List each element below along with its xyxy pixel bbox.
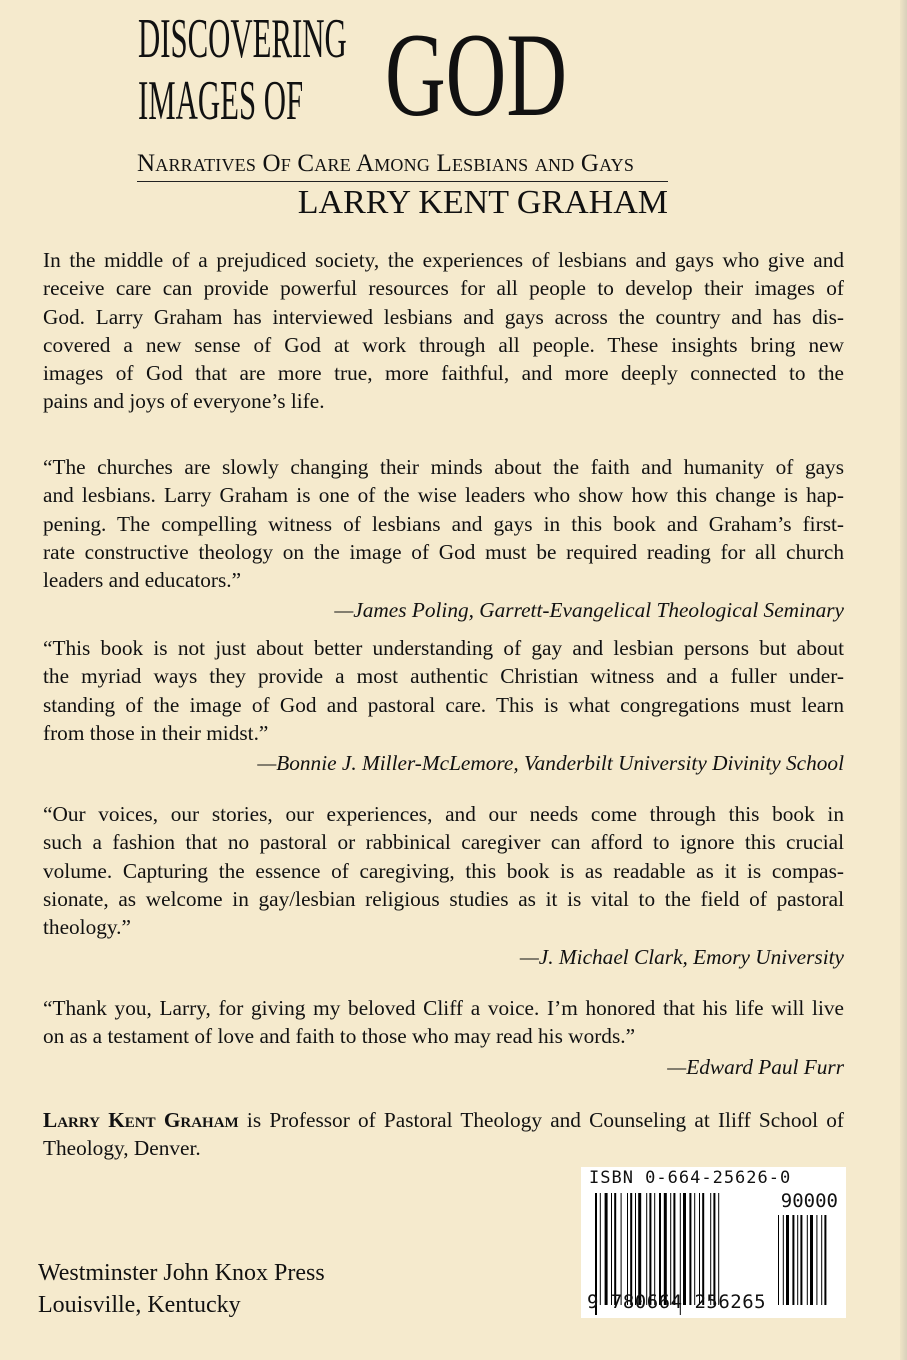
price-code: 90000 — [780, 1190, 838, 1212]
addon-bar — [810, 1215, 813, 1305]
publisher-name: Westminster John Knox Press — [38, 1260, 325, 1286]
subtitle: Narratives Of Care Among Lesbians and Gays — [137, 150, 635, 177]
quote-line: from those in their midst.” — [43, 720, 269, 745]
quote-line: “This book is not just about better understanding of gay and lesbian persons but about — [43, 636, 844, 660]
barcode-bar — [614, 1193, 616, 1305]
description-line: receive care can provide powerful resources for all people to develop their images of — [43, 276, 844, 301]
quote-line: pening. The compelling witness of lesbians and gays in this book and Graham’s first- — [43, 511, 844, 536]
addon-bar — [800, 1215, 802, 1305]
barcode-bar — [713, 1193, 715, 1305]
quote-attribution: —James Poling, Garrett-Evangelical Theological Seminary — [334, 598, 844, 623]
bio-author-name: Larry Kent Graham — [43, 1108, 239, 1132]
barcode-bar — [699, 1193, 700, 1305]
quote-line: theology.” — [43, 915, 131, 940]
title-divider — [137, 181, 668, 182]
barcode-bar — [718, 1193, 719, 1305]
addon-bar — [792, 1215, 794, 1305]
bio-line: Theology, Denver. — [43, 1136, 201, 1161]
quote-line: the myriad ways they provide a most authentic Christian witness and a fuller under- — [43, 664, 844, 689]
publisher-block — [38, 1257, 325, 1321]
title-line-1: DISCOVERING — [138, 8, 347, 70]
barcode-bar — [654, 1193, 655, 1305]
endorsement-clark — [43, 800, 844, 972]
quote-attribution: —J. Michael Clark, Emory University — [519, 945, 844, 970]
addon-bar — [807, 1215, 808, 1305]
quote-line: and lesbians. Larry Graham is one of the wise leaders who show how this change is hap- — [43, 483, 844, 508]
quote-attribution: —Edward Paul Furr — [667, 1054, 844, 1079]
barcode-bar — [670, 1193, 671, 1305]
quote-line: standing of the image of God and pastoral care. This is what congregations must learn — [43, 692, 844, 717]
barcode-bar — [627, 1193, 628, 1305]
addon-bar — [786, 1215, 789, 1305]
barcode-bar — [630, 1193, 632, 1305]
quote-line: on as a testament of love and faith to those who may read his words.” — [43, 1024, 636, 1049]
ean-number: 9 780664 256265 — [587, 1291, 767, 1313]
endorsement-miller-mclemore — [43, 634, 844, 777]
title-big-word: GOD — [385, 8, 567, 141]
addon-bar — [821, 1215, 822, 1305]
quote-line: rate constructive theology on the image of God must be required reading for all church — [43, 539, 844, 564]
isbn-barcode — [581, 1167, 846, 1318]
barcode-bar — [649, 1193, 651, 1305]
description-line: covered a new sense of God at work through all people. These insights bring new — [43, 332, 844, 357]
description-line: In the middle of a prejudiced society, the experiences of lesbians and gays who give and — [43, 248, 844, 272]
isbn-text: ISBN 0-664-25626-0 — [589, 1168, 792, 1188]
bio-text: is Professor of Pastoral Theology and Counseling at Iliff School of — [238, 1108, 844, 1132]
description-line: pains and joys of everyone’s life. — [43, 389, 325, 414]
endorsement-furr — [43, 994, 844, 1081]
addon-bar — [816, 1215, 817, 1305]
barcode-bar — [664, 1193, 667, 1305]
barcode-bar — [689, 1193, 691, 1305]
description-line: images of God that are more true, more faithful, and more deeply connected to the — [43, 361, 844, 386]
barcode-bar — [646, 1193, 647, 1305]
quote-line: volume. Capturing the essence of caregiving, this book is as readable as it is compas- — [43, 858, 844, 883]
author-bio — [43, 1106, 844, 1163]
quote-line: “Thank you, Larry, for giving my beloved Cliff a voice. I’m honored that his life will live — [43, 996, 844, 1020]
barcode-bar — [659, 1193, 661, 1305]
barcode-bar — [694, 1193, 695, 1305]
author-name: LARRY KENT GRAHAM — [297, 184, 668, 221]
addon-bar — [778, 1215, 779, 1305]
barcode-bar — [621, 1193, 622, 1305]
barcode-bar — [600, 1193, 601, 1305]
quote-line: “Our voices, our stories, our experiences, and our needs come through this book in — [43, 802, 844, 826]
barcode-bar — [611, 1193, 612, 1305]
description — [43, 246, 844, 416]
title-god — [385, 8, 645, 141]
barcode-bar — [605, 1193, 608, 1305]
title-line-2: IMAGES OF — [138, 70, 304, 132]
quote-line: sionate, as welcome in gay/lesbian religious studies as it is vital to the field of pastoral — [43, 886, 844, 911]
barcode-bar — [673, 1193, 675, 1305]
quote-line: such a fashion that no pastoral or rabbinical caregiver can afford to ignore this crucial — [43, 830, 844, 855]
publisher-location: Louisville, Kentucky — [38, 1292, 241, 1318]
description-line: God. Larry Graham has interviewed lesbians and gays across the country and has dis- — [43, 304, 844, 329]
quote-attribution: —Bonnie J. Miller-McLemore, Vanderbilt University Divinity School — [257, 751, 844, 776]
addon-bar — [783, 1215, 784, 1305]
quote-line: leaders and educators.” — [43, 568, 242, 593]
barcode-bar — [702, 1193, 704, 1305]
barcode-bar — [683, 1193, 686, 1305]
endorsement-poling — [43, 453, 844, 625]
cover-edge — [900, 0, 907, 1360]
barcode-bar — [635, 1193, 636, 1305]
barcode-bar — [710, 1193, 711, 1305]
bio-line — [43, 1106, 844, 1134]
barcode-bar — [638, 1193, 641, 1305]
quote-line: “The churches are slowly changing their minds about the faith and humanity of gays — [43, 455, 844, 479]
addon-bar — [797, 1215, 798, 1305]
addon-bar — [824, 1215, 826, 1305]
